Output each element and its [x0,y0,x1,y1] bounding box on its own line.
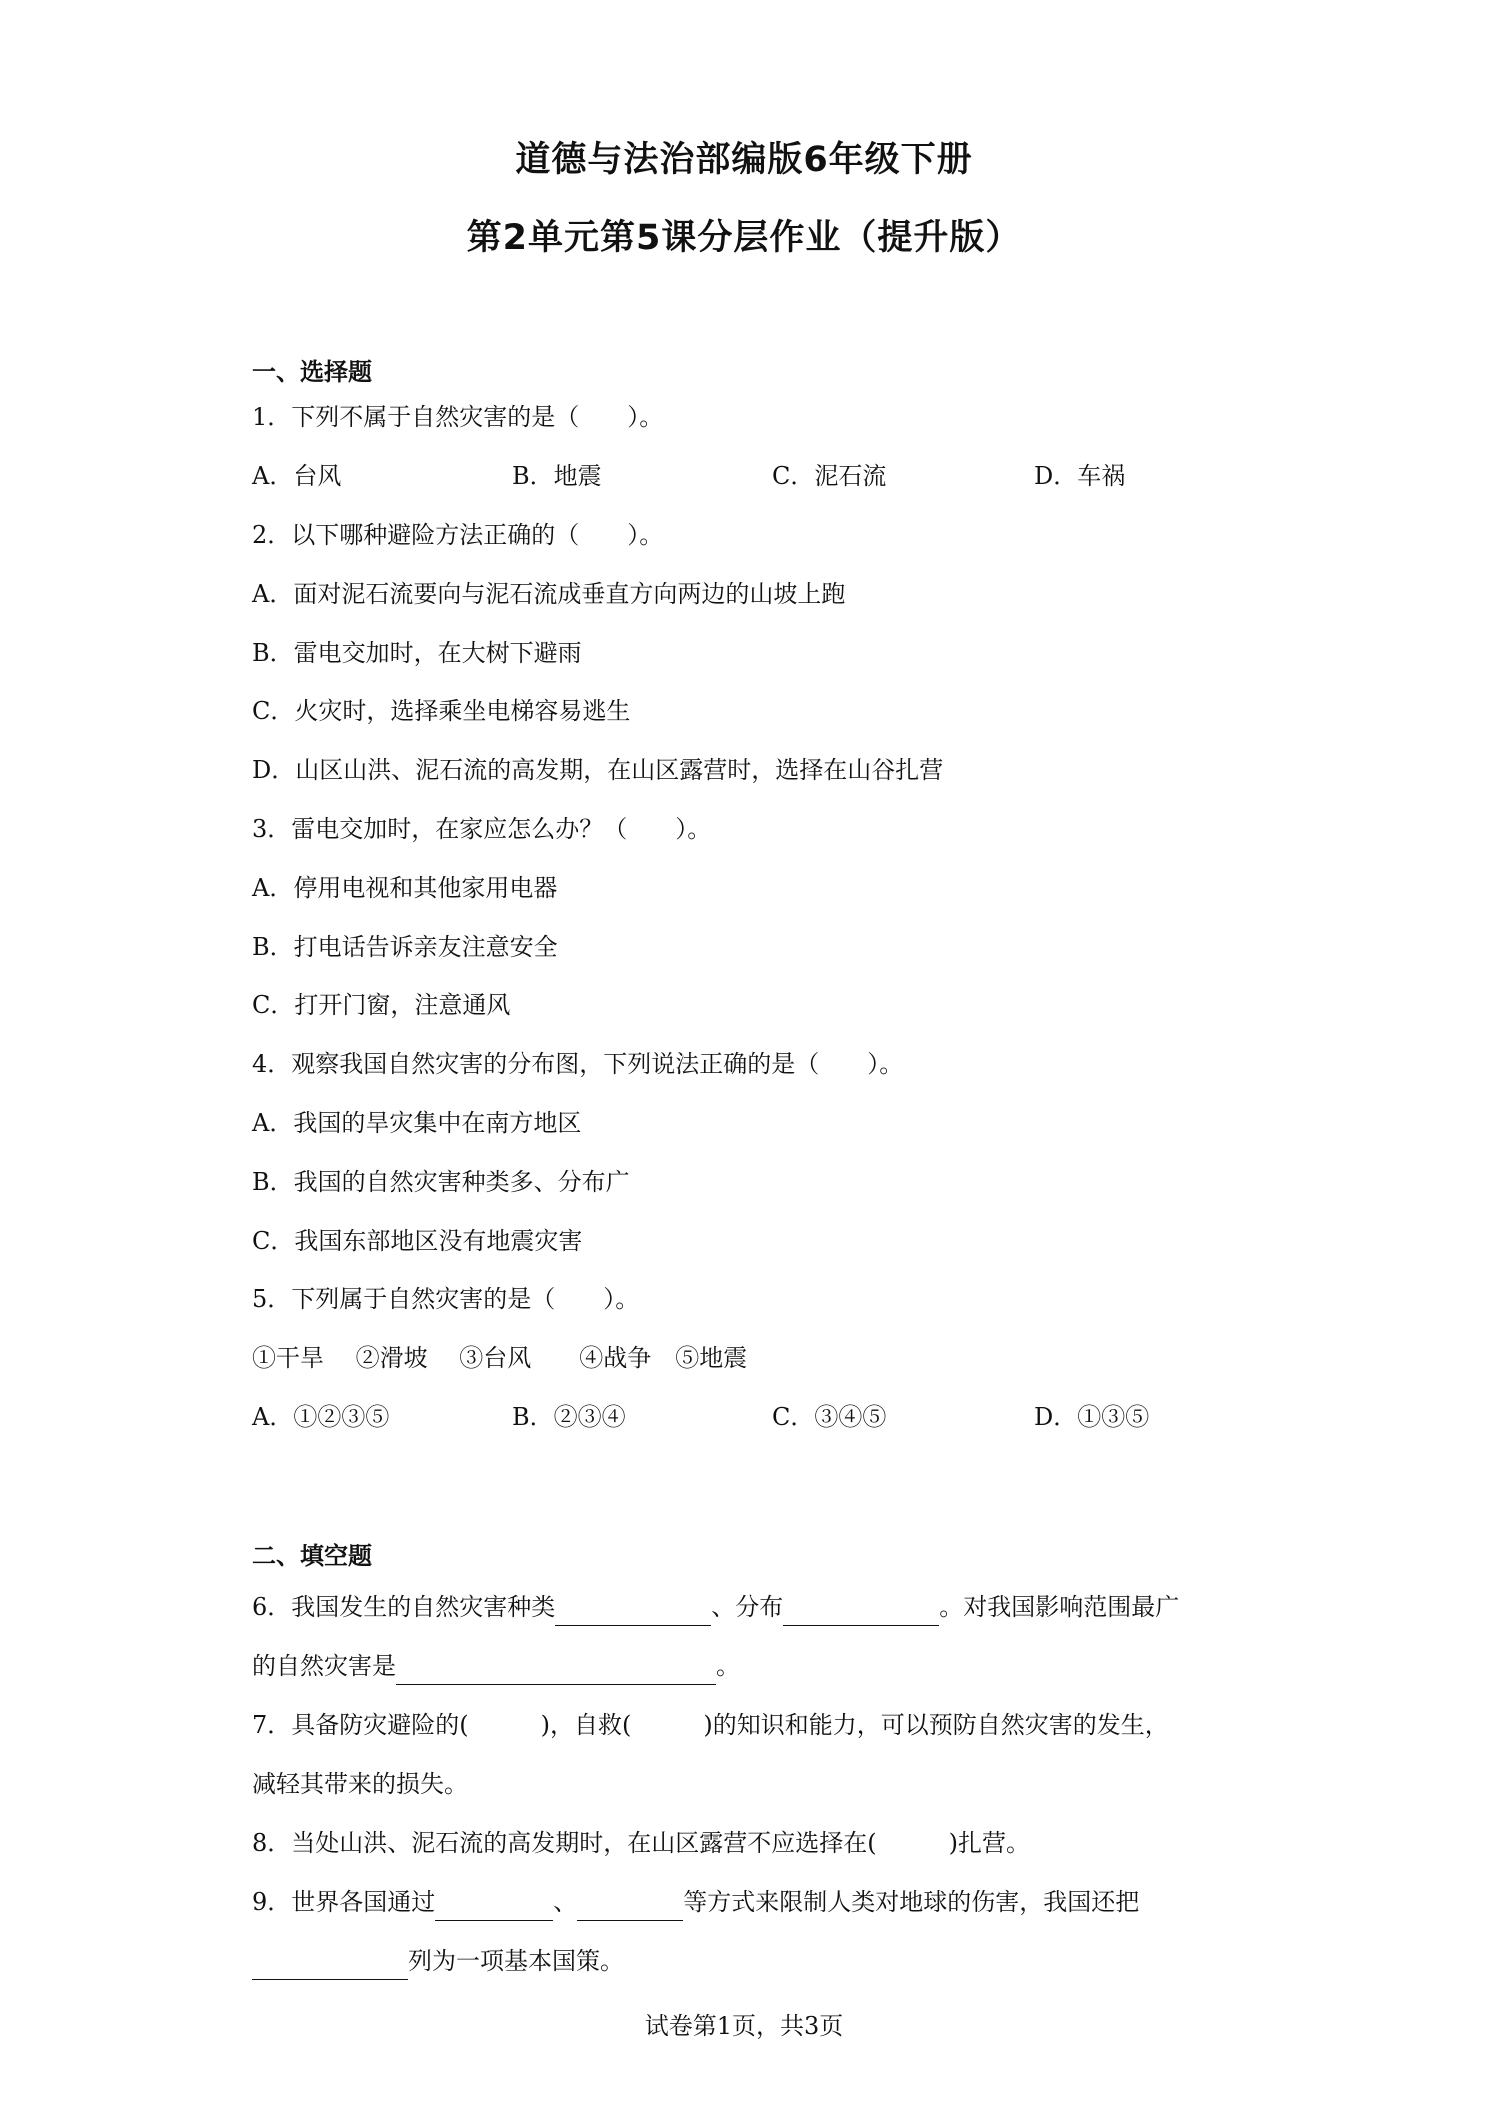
question-7-text-2: )，自救( [540,1711,632,1739]
question-7-text-1: 7．具备防灾避险的( [252,1711,469,1739]
answer-blank[interactable] [783,1595,939,1626]
question-4-option-c: C．我国东部地区没有地震灾害 [252,1227,583,1255]
question-9-text-2: 、 [553,1888,578,1916]
question-6-line-2 [252,1651,740,1685]
question-6-line-1 [252,1592,1179,1626]
question-4-option-b: B．我国的自然灾害种类多、分布广 [252,1168,630,1196]
page-subtitle: 第2单元第5课分层作业（提升版） [466,218,1022,258]
answer-paren-space[interactable] [877,1828,949,1858]
answer-paren-space[interactable] [469,1710,541,1740]
page-footer: 试卷第1页，共3页 [644,2012,844,2040]
question-5-option-d: D．①③⑤ [1034,1403,1150,1431]
answer-blank[interactable] [577,1890,683,1921]
question-7-text-3: )的知识和能力，可以预防自然灾害的发生， [703,1711,1169,1739]
question-3-option-a: A．停用电视和其他家用电器 [252,874,558,902]
question-2-option-c: C．火灾时，选择乘坐电梯容易逃生 [252,697,631,725]
question-9-text-3: 等方式来限制人类对地球的伤害，我国还把 [683,1888,1140,1916]
question-1-option-d: D．车祸 [1034,462,1126,490]
question-9-line-1 [252,1887,1139,1921]
question-8 [252,1828,1030,1858]
answer-blank[interactable] [252,1949,408,1980]
question-1-option-b: B．地震 [512,462,602,490]
question-5-option-a: A．①②③⑤ [252,1403,390,1431]
answer-paren-space[interactable] [631,1710,703,1740]
question-4-option-a: A．我国的旱灾集中在南方地区 [252,1109,582,1137]
question-3-option-b: B．打电话告诉亲友注意安全 [252,933,558,961]
question-6-text-2: 、分布 [711,1593,784,1621]
question-7-line-2: 减轻其带来的损失。 [252,1770,468,1798]
answer-blank[interactable] [555,1595,711,1626]
question-6-text-5: 。 [716,1652,740,1680]
question-1-option-c: C．泥石流 [772,462,887,490]
answer-blank[interactable] [396,1654,716,1685]
section-heading-choice: 一、选择题 [252,358,372,386]
section-heading-fill: 二、填空题 [252,1542,372,1570]
question-1-option-a: A．台风 [252,462,342,490]
question-5-option-b: B．②③④ [512,1403,626,1431]
question-3-stem: 3．雷电交加时，在家应怎么办？（ ）。 [252,815,712,843]
question-3-option-c: C．打开门窗，注意通风 [252,991,511,1019]
question-2-stem: 2．以下哪种避险方法正确的（ ）。 [252,521,664,549]
question-8-text-1: 8．当处山洪、泥石流的高发期时，在山区露营不应选择在( [252,1829,877,1857]
question-2-option-a: A．面对泥石流要向与泥石流成垂直方向两边的山坡上跑 [252,580,846,608]
question-6-text-1: 6．我国发生的自然灾害种类 [252,1593,556,1621]
question-2-option-b: B．雷电交加时，在大树下避雨 [252,639,582,667]
question-6-text-3: 。对我国影响范围最广 [939,1593,1180,1621]
question-1-stem: 1．下列不属于自然灾害的是（ ）。 [252,403,664,431]
answer-blank[interactable] [435,1890,553,1921]
question-9-line-2 [252,1946,624,1980]
question-6-text-4: 的自然灾害是 [252,1652,396,1680]
question-5-option-c: C．③④⑤ [772,1403,887,1431]
page-title: 道德与法治部编版6年级下册 [515,140,973,180]
question-5-items: ①干旱 ②滑坡 ③台风 ④战争 ⑤地震 [252,1344,748,1372]
question-8-text-2: )扎营。 [948,1829,1031,1857]
question-2-option-d: D．山区山洪、泥石流的高发期，在山区露营时，选择在山谷扎营 [252,756,944,784]
question-9-text-4: 列为一项基本国策。 [408,1947,624,1975]
question-7-line-1 [252,1710,1169,1740]
question-5-stem: 5．下列属于自然灾害的是（ ）。 [252,1285,640,1313]
question-4-stem: 4．观察我国自然灾害的分布图，下列说法正确的是（ ）。 [252,1050,904,1078]
question-9-text-1: 9．世界各国通过 [252,1888,436,1916]
